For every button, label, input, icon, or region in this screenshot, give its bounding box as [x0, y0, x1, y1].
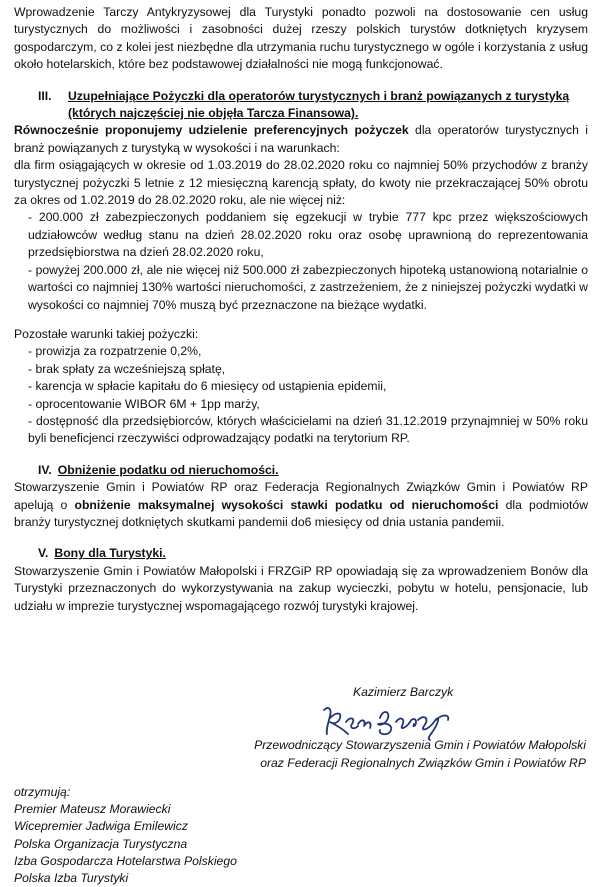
- section-3-body: dla firm osiągających w okresie od 1.03.2019 do 28.02.2020 roku co najmniej 50% przychodów z branży turystycznej pożyczki 5 letnie z 12 miesięczną karencją spłaty, do kwoty nie przekraczającej 50% obrotu za okres od 1.02.2019 do 28.02.2020 roku, ale nie więcej niż:: [14, 158, 588, 208]
- recipient-item: Premier Mateusz Morawiecki: [14, 802, 171, 817]
- section-5-text: Stowarzyszenie Gmin i Powiatów Małopolski i FRZGiP RP opowiadają się za wprowadzeniem Bonów dla Turystyki przeznaczonych do wykorzystywania na zakup wycieczki, pobytu w hotelu, pensjonacie, lub udziału w imprezie turystycznej wspomagającego rozwój turystyki krajowej.: [14, 563, 588, 613]
- section-4-heading: [14, 462, 588, 479]
- section-4-number: IV.: [38, 462, 52, 477]
- section-3-lead: [14, 122, 588, 157]
- recipients-block: [14, 784, 237, 887]
- signatory-name: Kazimierz Barczyk: [353, 685, 454, 699]
- recipient-item: Polska Organizacja Turystyczna: [14, 836, 188, 851]
- section-3-title: Uzupełniające Pożyczki dla operatorów turystycznych i branż powiązanych z turystyką (których najczęściej nie objęła Tarcza Finansowa).: [68, 88, 570, 121]
- condition-item: - oprocentowanie WIBOR 6M + 1pp marży,: [28, 396, 260, 411]
- section-3-lead-bold: Równocześnie proponujemy udzielenie preferencyjnych pożyczek: [14, 123, 409, 138]
- section-3-lead-rest: dla operatorów turystycznych i branż powiązanych z turystyką w wysokości i na warunkach:: [14, 123, 588, 155]
- condition-item: - prowizja za rozpatrzenie 0,2%,: [28, 344, 202, 359]
- limit-item: - powyżej 200.000 zł, ale nie więcej niż 500.000 zł zabezpieczonych hipoteką ustanowioną notarialnie o wartości co najmniej 130% wartości nieruchomości, z zastrzeżeniem, że z niniejszej pożyczki wydatki w wysokości co najmniej 70% muszą być przeznaczone na bieżące wydatki.: [28, 262, 588, 312]
- section-5-number: V.: [38, 546, 49, 561]
- section-4-title: Obniżenie podatku od nieruchomości.: [57, 462, 279, 477]
- condition-item: - brak spłaty za wcześniejszą spłatę,: [28, 361, 226, 376]
- limit-item: - 200.000 zł zabezpieczonych poddaniem się egzekucji w trybie 777 kpc przez większościowych udziałowców według stanu na dzień 28.02.2020 roku oraz osobę uprawnioną do reprezentowania przedsiębiorstwa na dzień 28.02.2020 roku,: [28, 210, 588, 260]
- section-3-heading: [14, 88, 588, 123]
- signatory-title: [216, 736, 586, 772]
- signatory-title-line-1: Przewodniczący Stowarzyszenia Gmin i Powiatów Małopolski: [254, 738, 586, 752]
- signatory-title-line-2: oraz Federacji Regionalnych Związków Gmin i Powiatów RP: [260, 756, 586, 770]
- section-5-title: Bony dla Turystyki.: [54, 546, 166, 561]
- condition-item: - karencja w spłacie kapitału do 6 miesięcy od ustąpienia epidemii,: [28, 379, 387, 394]
- recipients-label: otrzymują:: [14, 785, 71, 799]
- section-4-text-a: Stowarzyszenie Gmin i Powiatów RP oraz Federacja Regionalnych Związków Gmin i Powiatów RP apelują o: [14, 480, 588, 512]
- intro-paragraph: Wprowadzenie Tarczy Antykryzysowej dla Turystyki ponadto pozwoli na dostosowanie cen usług turystycznych do możliwości i zasobności dużej rzeszy polskich turystów dotkniętych kryzysem gospodarczym, co z kolei jest niezbędne dla utrzymania ruchu turystycznego w ogóle i korzystania z usług około hotelarskich, które bez podstawowej działalności nie mogą funkcjonować.: [14, 5, 588, 72]
- section-4-text: [14, 479, 588, 531]
- document-page: [14, 4, 588, 615]
- section-3-number: III.: [38, 88, 52, 103]
- recipient-item: Wicepremier Jadwiga Emilewicz: [14, 819, 188, 834]
- section-4-text-bold: obniżenie maksymalnej wysokości stawki podatku od nieruchomości: [74, 497, 499, 512]
- recipient-item: Polska Izba Turystyki: [14, 871, 129, 886]
- recipient-item: Izba Gospodarcza Hotelarstwa Polskiego: [14, 853, 237, 868]
- condition-item: - dostępność dla przedsiębiorców, których właścicielami na dzień 31.12.2019 przynajmniej w 50% roku byli beneficjenci rzeczywiści odprowadzający podatki na terytorium RP.: [28, 413, 588, 446]
- conditions-title: Pozostałe warunki takiej pożyczki:: [14, 326, 199, 341]
- section-5-heading: [14, 545, 588, 562]
- section-4-text-b: dla podmiotów branży turystycznej dotkniętych skutkami pandemii do6 miesięcy od dnia ustania pandemii.: [14, 497, 588, 529]
